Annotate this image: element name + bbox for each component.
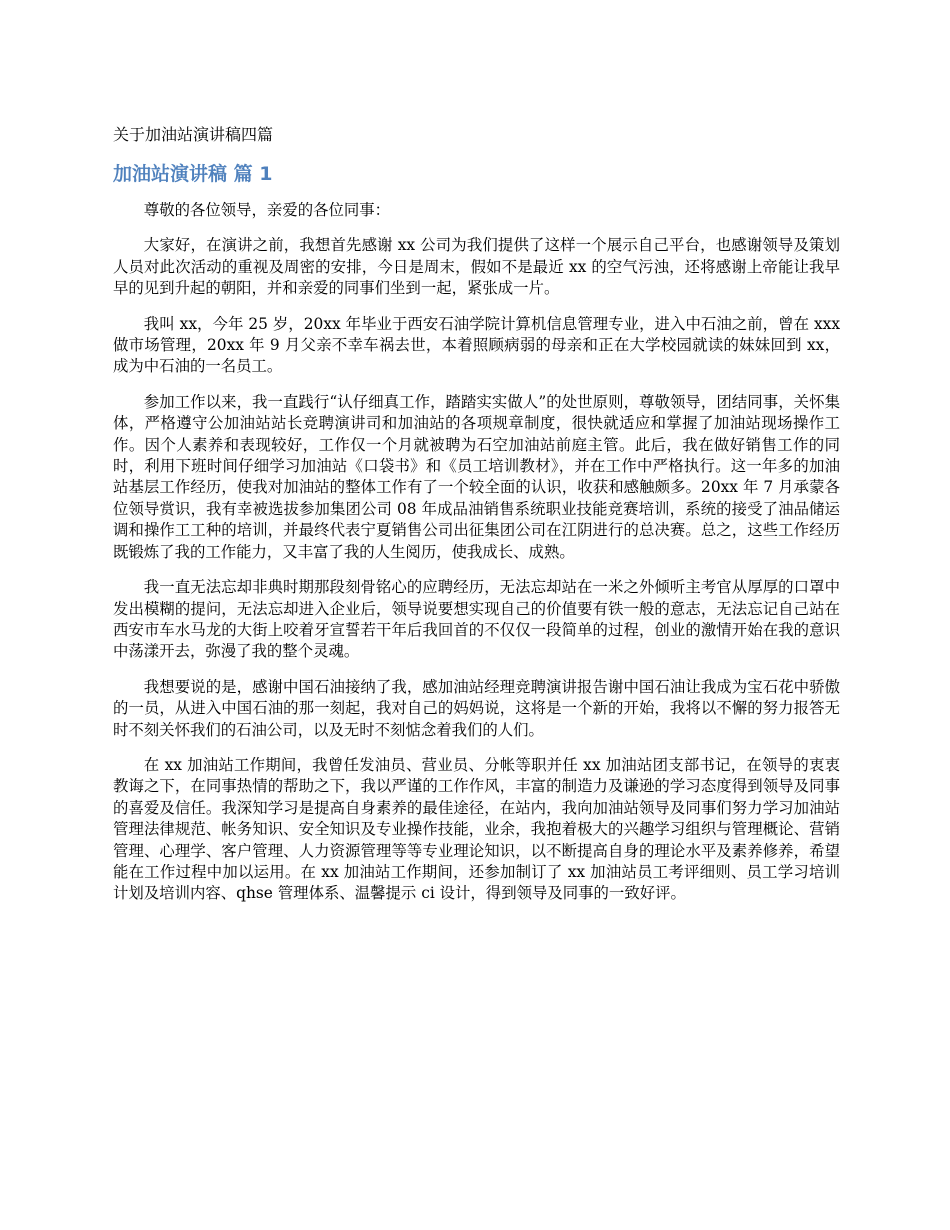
paragraph-work-experience: 参加工作以来，我一直践行“认仔细真工作，踏踏实实做人”的处世原则，尊敬领导，团结同事，关怀集体，严格遵守公加油站站长竞聘演讲司和加油站的各项规章制度，很快就适应和掌握了加油站现场操作工作。因个人素养和表现较好，工作仅一个月就被聘为石空加油站前庭主管。此后，我在做好销售工作的同时，利用下班时间仔细学习加油站《口袋书》和《员工培训教材》，并在工作中严格执行。这一年多的加油站基层工作经历，使我对加油站的整体工作有了一个较全面的认识，收获和感触颇多。20xx 年 7 月承蒙各位领导赏识，我有幸被选拔参加集团公司 08 年成品油销售系统职业技能竞赛培训，系统的接受了油品储运调和操作工工种的培训，并最终代表宁夏销售公司出征集团公司在江阴进行的总决赛。总之，这些工作经历既锻炼了我的工作能力，又丰富了我的人生阅历，使我成长、成熟。 (113, 392, 840, 561)
paragraph-greeting: 尊敬的各位领导，亲爱的各位同事： (143, 201, 391, 219)
section-heading: 加油站演讲稿 篇 1 (113, 163, 273, 185)
paragraph-station-work: 在 xx 加油站工作期间，我曾任发油员、营业员、分帐等职并任 xx 加油站团支部书记，在领导的衷衷教诲之下，在同事热情的帮助之下，我以严谨的工作作风，丰富的制造力及谦逊的学习态度得到领导及同事的喜爱及信任。我深知学习是提高自身素养的最佳途径，在站内，我向加油站领导及同事们努力学习加油站管理法律规范、帐务知识、安全知识及专业操作技能，业余，我抱着极大的兴趣学习组织与管理概论、营销管理、心理学、客户管理、人力资源管理等等专业理论知识，以不断提高自身的理论水平及素养修养，希望能在工作过程中加以运用。在 xx 加油站工作期间，还参加制订了 xx 加油站员工考评细则、员工学习培训计划及培训内容、qhse 管理体系、温馨提示 ci 设计，得到领导及同事的一致好评。 (113, 755, 840, 903)
paragraph-gratitude: 我想要说的是，感谢中国石油接纳了我，感加油站经理竞聘演讲报告谢中国石油让我成为宝石花中骄傲的一员，从进入中国石油的那一刻起，我对自己的妈妈说，这将是一个新的开始，我将以不懈的努力报答无时不刻关怀我们的石油公司，以及无时不刻惦念着我们的人们。 (113, 677, 840, 739)
document-title: 关于加油站演讲稿四篇 (113, 125, 274, 144)
paragraph-opening: 大家好，在演讲之前，我想首先感谢 xx 公司为我们提供了这样一个展示自己平台，也感谢领导及策划人员对此次活动的重视及周密的安排，今日是周末，假如不是最近 xx 的空气污浊，还将感谢上帝能让我早早的见到升起的朝阳，并和亲爱的同事们坐到一起，紧张成一片。 (113, 236, 840, 298)
paragraph-memories: 我一直无法忘却非典时期那段刻骨铭心的应聘经历，无法忘却站在一米之外倾听主考官从厚厚的口罩中发出模糊的提问，无法忘却进入企业后，领导说要想实现自己的价值要有铁一般的意志，无法忘记自己站在西安市车水马龙的大街上咬着牙宣誓若干年后我回首的不仅仅一段简单的过程，创业的激情开始在我的意识中荡漾开去，弥漫了我的整个灵魂。 (113, 578, 840, 661)
paragraph-self-introduction: 我叫 xx，今年 25 岁，20xx 年毕业于西安石油学院计算机信息管理专业，进入中石油之前，曾在 xxx 做市场管理，20xx 年 9 月父亲不幸车祸去世，本着照顾病弱的母亲和正在大学校园就读的妹妹回到 xx，成为中石油的一名员工。 (113, 314, 840, 376)
document-page (113, 124, 840, 919)
